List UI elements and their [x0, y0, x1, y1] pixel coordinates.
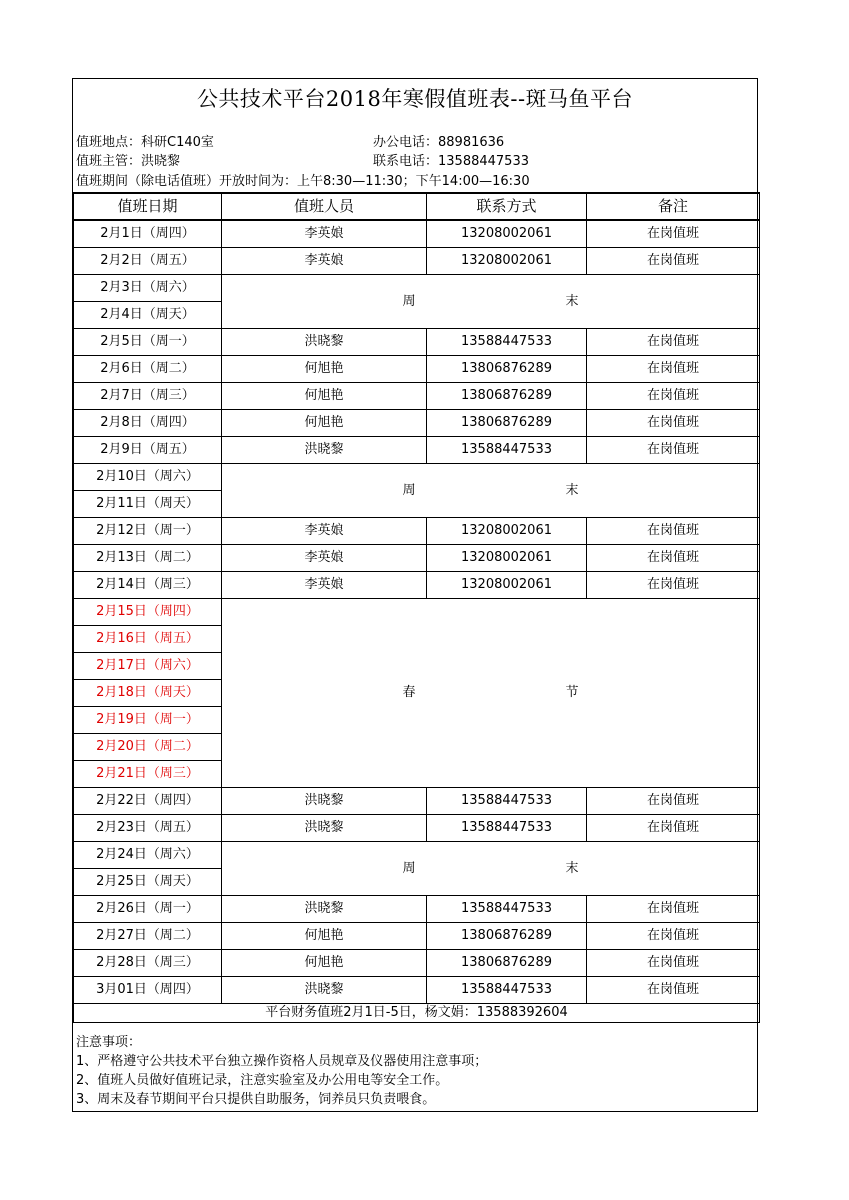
- note-cell: 在岗值班: [587, 572, 760, 599]
- person-cell: 何旭艳: [222, 950, 427, 977]
- note-cell: 在岗值班: [587, 248, 760, 275]
- date-cell: 2月3日（周六）: [74, 275, 222, 302]
- note-cell: 在岗值班: [587, 788, 760, 815]
- person-cell: 洪晓黎: [222, 815, 427, 842]
- person-cell: 洪晓黎: [222, 437, 427, 464]
- phone-cell: 13588447533: [427, 815, 587, 842]
- note-cell: 在岗值班: [587, 437, 760, 464]
- table-row: [74, 356, 760, 383]
- date-cell: 2月13日（周二）: [74, 545, 222, 572]
- note-cell: 在岗值班: [587, 896, 760, 923]
- table-row: [74, 788, 760, 815]
- phone-cell: 13806876289: [427, 383, 587, 410]
- date-cell: 2月4日（周天）: [74, 302, 222, 329]
- table-row: [74, 599, 760, 626]
- phone-cell: 13208002061: [427, 545, 587, 572]
- contact-phone: 联系电话：13588447533: [373, 154, 529, 169]
- phone-cell: 13806876289: [427, 950, 587, 977]
- date-cell: 2月9日（周五）: [74, 437, 222, 464]
- weekend-block: [222, 464, 760, 518]
- date-cell: 2月28日（周三）: [74, 950, 222, 977]
- table-row: [74, 220, 760, 248]
- note-cell: 在岗值班: [587, 950, 760, 977]
- notes-section: [76, 1033, 487, 1109]
- header-note: 备注: [587, 193, 760, 220]
- phone-cell: 13588447533: [427, 896, 587, 923]
- date-cell: 2月25日（周天）: [74, 869, 222, 896]
- person-cell: 李英娘: [222, 248, 427, 275]
- holiday-date-cell: 2月17日（周六）: [74, 653, 222, 680]
- phone-cell: 13588447533: [427, 437, 587, 464]
- note-cell: 在岗值班: [587, 356, 760, 383]
- person-cell: 何旭艳: [222, 383, 427, 410]
- table-row: [74, 329, 760, 356]
- phone-cell: 13588447533: [427, 977, 587, 1004]
- holiday-date-cell: 2月19日（周一）: [74, 707, 222, 734]
- table-row: [74, 842, 760, 869]
- person-cell: 何旭艳: [222, 356, 427, 383]
- duty-supervisor: 值班主管：洪晓黎: [76, 154, 181, 169]
- note-cell: 在岗值班: [587, 815, 760, 842]
- phone-cell: 13208002061: [427, 572, 587, 599]
- person-cell: 洪晓黎: [222, 788, 427, 815]
- note-cell: 在岗值班: [587, 410, 760, 437]
- finance-duty-row: [74, 1004, 760, 1023]
- phone-cell: 13806876289: [427, 356, 587, 383]
- table-row: [74, 464, 760, 491]
- table-header-row: [74, 193, 760, 220]
- table-row: [74, 518, 760, 545]
- weekend-char-1: 周: [402, 293, 416, 309]
- date-cell: 2月6日（周二）: [74, 356, 222, 383]
- holiday-date-cell: 2月16日（周五）: [74, 626, 222, 653]
- person-cell: 李英娘: [222, 572, 427, 599]
- duty-sheet: [72, 78, 758, 1112]
- date-cell: 2月24日（周六）: [74, 842, 222, 869]
- holiday-date-cell: 2月20日（周二）: [74, 734, 222, 761]
- person-cell: 洪晓黎: [222, 977, 427, 1004]
- table-row: [74, 383, 760, 410]
- notes-heading: 注意事项：: [76, 1035, 142, 1050]
- date-cell: 2月12日（周一）: [74, 518, 222, 545]
- table-row: [74, 437, 760, 464]
- duty-location: 值班地点：科研C140室: [76, 135, 214, 150]
- weekend-char-2: 末: [565, 482, 579, 498]
- festival-char-1: 春: [402, 685, 416, 700]
- person-cell: 洪晓黎: [222, 896, 427, 923]
- note-cell: 在岗值班: [587, 220, 760, 248]
- note-item: 3、周末及春节期间平台只提供自助服务，饲养员只负责喂食。: [76, 1092, 436, 1107]
- weekend-char-2: 末: [565, 293, 579, 309]
- header-date: 值班日期: [74, 193, 222, 220]
- table-row: [74, 248, 760, 275]
- open-hours: 值班期间（除电话值班）开放时间为：上午8:30—11:30；下午14:00—16:30: [76, 174, 530, 189]
- note-cell: 在岗值班: [587, 329, 760, 356]
- phone-cell: 13588447533: [427, 329, 587, 356]
- weekend-char-1: 周: [402, 482, 416, 498]
- holiday-date-cell: 2月15日（周四）: [74, 599, 222, 626]
- date-cell: 2月7日（周三）: [74, 383, 222, 410]
- holiday-date-cell: 2月21日（周三）: [74, 761, 222, 788]
- person-cell: 何旭艳: [222, 410, 427, 437]
- person-cell: 李英娘: [222, 518, 427, 545]
- duty-table: [73, 192, 760, 1023]
- table-row: [74, 572, 760, 599]
- person-cell: 李英娘: [222, 220, 427, 248]
- note-cell: 在岗值班: [587, 977, 760, 1004]
- phone-cell: 13806876289: [427, 410, 587, 437]
- phone-cell: 13806876289: [427, 923, 587, 950]
- date-cell: 2月10日（周六）: [74, 464, 222, 491]
- date-cell: 3月01日（周四）: [74, 977, 222, 1004]
- date-cell: 2月8日（周四）: [74, 410, 222, 437]
- person-cell: 洪晓黎: [222, 329, 427, 356]
- date-cell: 2月27日（周二）: [74, 923, 222, 950]
- table-row: [74, 950, 760, 977]
- phone-cell: 13208002061: [427, 518, 587, 545]
- phone-cell: 13208002061: [427, 220, 587, 248]
- date-cell: 2月5日（周一）: [74, 329, 222, 356]
- date-cell: 2月14日（周三）: [74, 572, 222, 599]
- finance-duty-cell: 平台财务值班2月1日-5日，杨文娟：13588392604: [74, 1004, 760, 1023]
- date-cell: 2月23日（周五）: [74, 815, 222, 842]
- person-cell: 李英娘: [222, 545, 427, 572]
- note-item: 1、严格遵守公共技术平台独立操作资格人员规章及仪器使用注意事项；: [76, 1054, 488, 1069]
- note-item: 2、值班人员做好值班记录，注意实验室及办公用电等安全工作。: [76, 1073, 449, 1088]
- phone-cell: 13588447533: [427, 788, 587, 815]
- table-row: [74, 275, 760, 302]
- holiday-date-cell: 2月18日（周天）: [74, 680, 222, 707]
- note-cell: 在岗值班: [587, 923, 760, 950]
- note-cell: 在岗值班: [587, 518, 760, 545]
- festival-char-2: 节: [565, 685, 579, 700]
- weekend-block: [222, 842, 760, 896]
- table-row: [74, 977, 760, 1004]
- note-cell: 在岗值班: [587, 383, 760, 410]
- office-phone: 办公电话：88981636: [373, 135, 505, 150]
- phone-cell: 13208002061: [427, 248, 587, 275]
- weekend-char-1: 周: [402, 860, 416, 876]
- header-contact: 联系方式: [427, 193, 587, 220]
- table-row: [74, 923, 760, 950]
- date-cell: 2月2日（周五）: [74, 248, 222, 275]
- festival-block: [222, 599, 760, 788]
- weekend-block: [222, 275, 760, 329]
- date-cell: 2月11日（周天）: [74, 491, 222, 518]
- date-cell: 2月26日（周一）: [74, 896, 222, 923]
- table-row: [74, 815, 760, 842]
- table-row: [74, 545, 760, 572]
- weekend-char-2: 末: [565, 860, 579, 876]
- page-title: 公共技术平台2018年寒假值班表--斑马鱼平台: [196, 87, 634, 111]
- header-person: 值班人员: [222, 193, 427, 220]
- date-cell: 2月1日（周四）: [74, 220, 222, 248]
- note-cell: 在岗值班: [587, 545, 760, 572]
- table-row: [74, 410, 760, 437]
- date-cell: 2月22日（周四）: [74, 788, 222, 815]
- table-row: [74, 896, 760, 923]
- person-cell: 何旭艳: [222, 923, 427, 950]
